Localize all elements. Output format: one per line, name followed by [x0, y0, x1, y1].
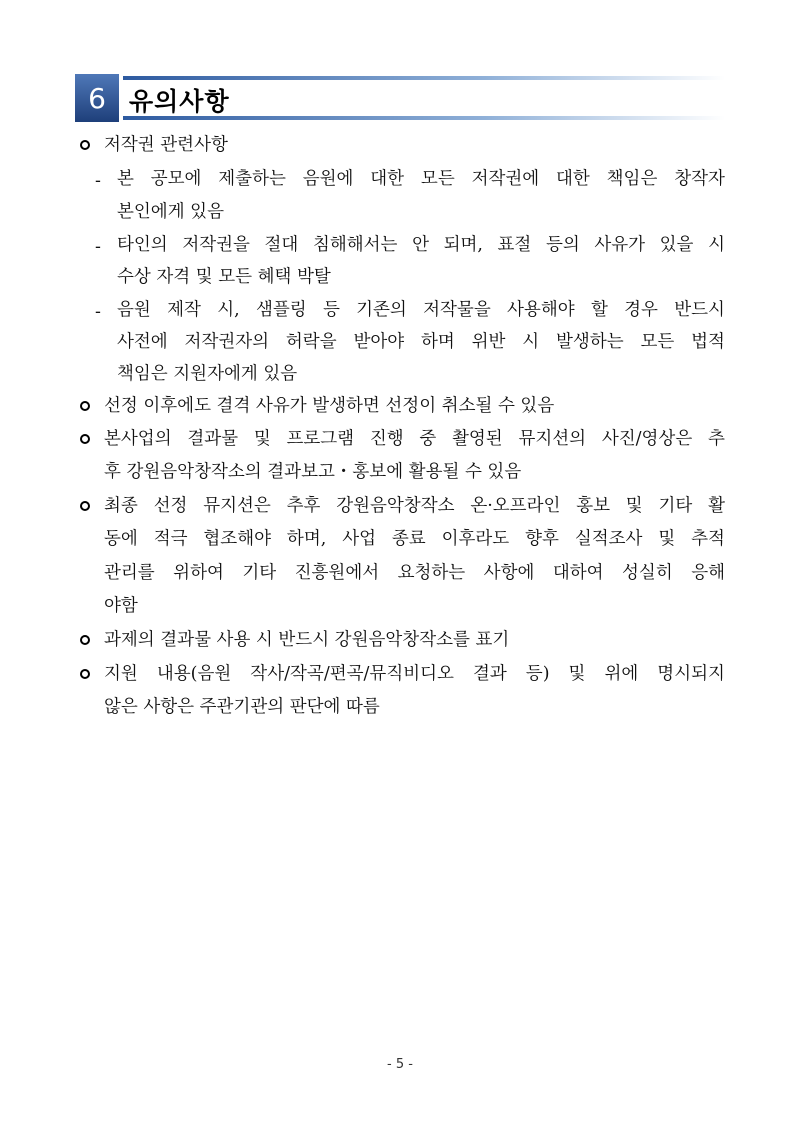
circle-bullet-icon: [80, 434, 90, 444]
section-header: [75, 74, 725, 122]
sub-item-line: 음원 제작 시, 샘플링 등 기존의 저작물을 사용해야 할 경우 반드시: [117, 300, 725, 320]
sub-item-line: 사전에 저작권자의 허락을 받아야 하며 위반 시 발생하는 모든 법적: [117, 332, 725, 352]
dash-marker: -: [95, 237, 101, 257]
header-rule-bottom: [123, 116, 725, 120]
bullet-line: 저작권 관련사항: [104, 135, 228, 155]
dash-marker: -: [95, 171, 101, 191]
bullet-line: 최종 선정 뮤지션은 추후 강원음악창작소 온·오프라인 홍보 및 기타 활: [104, 496, 725, 516]
section-number-box: [75, 74, 119, 122]
sub-item-line: 타인의 저작권을 절대 침해해서는 안 되며, 표절 등의 사유가 있을 시: [117, 235, 725, 255]
bullet-line: 않은 사항은 주관기관의 판단에 따름: [104, 697, 380, 717]
bullet-line: 야함: [104, 596, 138, 616]
sub-item-line: 본 공모에 제출하는 음원에 대한 모든 저작권에 대한 책임은 창작자: [117, 169, 725, 189]
section-title: 유의사항: [129, 87, 230, 116]
page-number: - 5 -: [387, 1057, 413, 1072]
header-rule-top: [123, 76, 725, 80]
section-number: 6: [88, 81, 106, 115]
circle-bullet-icon: [80, 669, 90, 679]
sub-item-line: 수상 자격 및 모든 혜택 박탈: [117, 267, 331, 287]
bullet-line: 선정 이후에도 결격 사유가 발생하면 선정이 취소될 수 있음: [104, 396, 555, 416]
sub-item-line: 본인에게 있음: [117, 202, 224, 222]
circle-bullet-icon: [80, 140, 90, 150]
circle-bullet-icon: [80, 635, 90, 645]
sub-item-line: 책임은 지원자에게 있음: [117, 364, 298, 384]
bullet-line: 과제의 결과물 사용 시 반드시 강원음악창작소를 표기: [104, 630, 510, 650]
bullet-line: 관리를 위하여 기타 진흥원에서 요청하는 사항에 대하여 성실히 응해: [104, 563, 725, 583]
circle-bullet-icon: [80, 501, 90, 511]
bullet-line: 후 강원음악창작소의 결과보고・홍보에 활용될 수 있음: [104, 462, 522, 482]
bullet-line: 본사업의 결과물 및 프로그램 진행 중 촬영된 뮤지션의 사진/영상은 추: [104, 429, 725, 449]
dash-marker: -: [95, 302, 101, 322]
bullet-line: 동에 적극 협조해야 하며, 사업 종료 이후라도 향후 실적조사 및 추적: [104, 529, 725, 549]
circle-bullet-icon: [80, 401, 90, 411]
bullet-line: 지원 내용(음원 작사/작곡/편곡/뮤직비디오 결과 등) 및 위에 명시되지: [104, 664, 725, 684]
